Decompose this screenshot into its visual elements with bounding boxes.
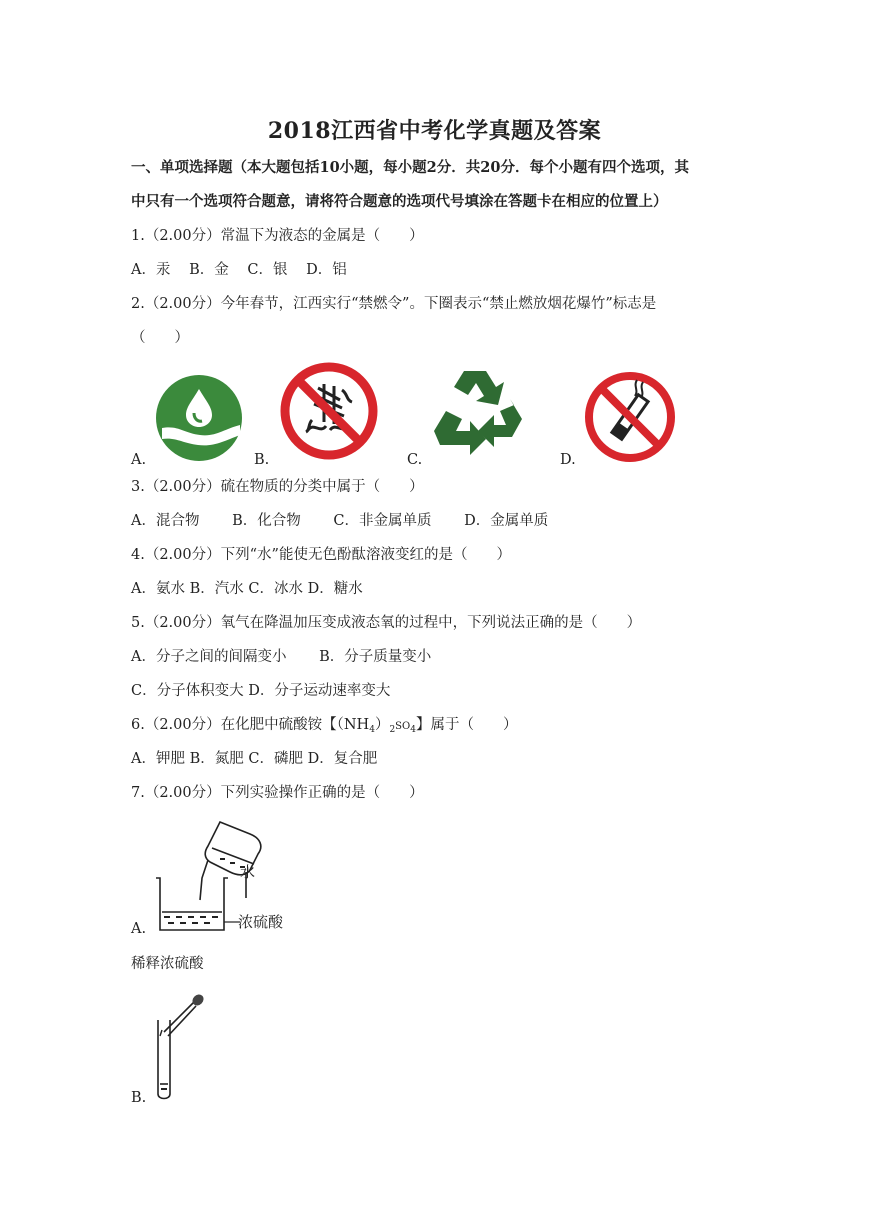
section-header-line-2: 中只有一个选项符合题意，请将符合题意的选项代号填涂在答题卡在相应的位置上） <box>131 193 668 210</box>
question-7-stem: 7.（2.00分）下列实验操作正确的是（ ） <box>131 785 424 801</box>
acid-label: 浓硫酸 <box>238 913 284 931</box>
option-a: A．钾肥 <box>131 751 185 767</box>
question-3-stem: 3.（2.00分）硫在物质的分类中属于（ ） <box>131 479 424 495</box>
option-c: C．分子体积变大 <box>131 683 244 699</box>
recycle-sign-icon <box>430 365 528 461</box>
question-2-stem-line-1: 2.（2.00分）今年春节，江西实行“禁燃令”。下圈表示“禁止燃放烟花爆竹”标志是 <box>131 296 657 312</box>
option-d: D．糖水 <box>307 581 363 597</box>
question-3-options <box>131 511 548 531</box>
question-6-stem: 6.（2.00分）在化肥中硫酸铵【$(NH_4)_2SO_4$】属于（ ） <box>131 717 518 735</box>
water-saving-sign-icon <box>154 373 244 463</box>
question-2-label-b: B. <box>254 452 270 468</box>
option-b: B．汽水 <box>189 581 244 597</box>
option-b: B．金 <box>189 262 229 278</box>
option-d: D．金属单质 <box>464 513 549 529</box>
question-4-stem: 4.（2.00分）下列“水”能使无色酚酞溶液变红的是（ ） <box>131 547 511 563</box>
option-c: C．冰水 <box>248 581 303 597</box>
option-a: A．分子之间的间隔变小 <box>131 649 287 665</box>
option-c: C．银 <box>247 262 288 278</box>
question-7-label-b: B. <box>131 1090 147 1106</box>
option-b: B．氮肥 <box>189 751 244 767</box>
question-7-caption-a: 稀释浓硫酸 <box>131 956 204 972</box>
question-2-label-d: D. <box>560 452 576 468</box>
question-1-options <box>131 260 347 280</box>
question-6-options <box>131 749 377 769</box>
question-5-options-row-1 <box>131 647 431 667</box>
question-2-label-c: C. <box>407 452 423 468</box>
section-header-line-1: 一、单项选择题（本大题包括10小题，每小题2分．共20分．每个小题有四个选项，其 <box>131 159 689 176</box>
dropper-test-tube-icon <box>150 990 210 1102</box>
option-b: B．分子质量变小 <box>319 649 432 665</box>
question-1-stem: 1.（2.00分）常温下为液态的金属是（ ） <box>131 228 424 244</box>
question-4-options <box>131 579 363 599</box>
question-5-stem: 5.（2.00分）氧气在降温加压变成液态氧的过程中，下列说法正确的是（ ） <box>131 615 642 631</box>
option-a: A．氨水 <box>131 581 185 597</box>
option-d: D．复合肥 <box>307 751 378 767</box>
option-d: D．分子运动速率变大 <box>248 683 391 699</box>
option-d: D．铝 <box>306 262 347 278</box>
question-7-label-a: A. <box>131 921 147 937</box>
no-smoking-sign-icon <box>583 370 677 464</box>
question-5-options-row-2 <box>131 681 390 701</box>
water-label: 水 <box>240 863 256 881</box>
option-c: C．磷肥 <box>248 751 303 767</box>
option-b: B．化合物 <box>232 513 301 529</box>
option-a: A．混合物 <box>131 513 200 529</box>
no-fireworks-sign-icon <box>278 360 380 462</box>
option-a: A．汞 <box>131 262 171 278</box>
question-2-label-a: A. <box>131 452 147 468</box>
question-2-stem-line-2: （ ） <box>131 330 189 346</box>
option-c: C．非金属单质 <box>333 513 432 529</box>
page-title: 2018江西省中考化学真题及答案 <box>267 118 602 144</box>
